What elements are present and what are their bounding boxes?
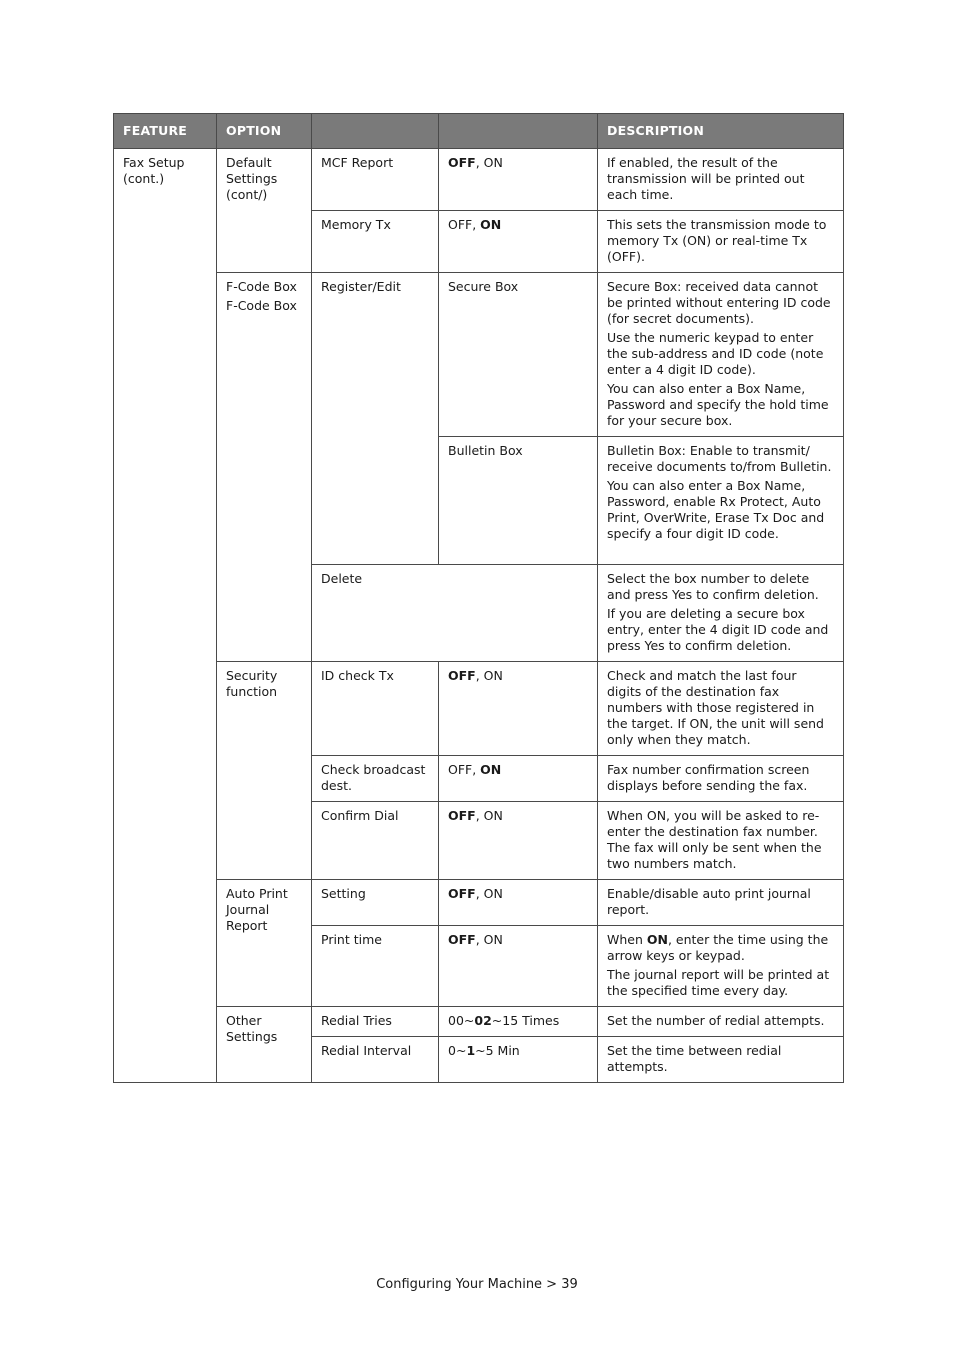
- table-row: [114, 1007, 844, 1037]
- option-cell: Security function: [217, 662, 312, 880]
- option-line: F-Code Box: [226, 279, 297, 294]
- value-text: , ON: [475, 808, 503, 823]
- settings-table: [113, 113, 844, 1083]
- table-header-row: [114, 114, 844, 149]
- setting-description: [598, 926, 844, 1007]
- setting-description: This sets the transmission mode to memory Tx (ON) or real-time Tx (OFF).: [598, 211, 844, 273]
- default-value: 02: [474, 1013, 492, 1028]
- description-paragraph: Bulletin Box: Enable to transmit/ receive documents to/from Bulletin.: [607, 443, 832, 474]
- default-value: OFF: [448, 932, 476, 947]
- value-text: ~15 Times: [491, 1013, 560, 1028]
- option-cell: Default Settings (cont/): [217, 149, 312, 273]
- table-row: [114, 149, 844, 211]
- setting-name: Memory Tx: [312, 211, 439, 273]
- description-emphasis: ON: [646, 932, 668, 947]
- table-row: [114, 662, 844, 756]
- value-text: , ON: [475, 668, 503, 683]
- setting-value: [439, 926, 598, 1007]
- setting-value: Bulletin Box: [439, 437, 598, 565]
- setting-name: Setting: [312, 880, 439, 926]
- option-cell: Other Settings: [217, 1007, 312, 1083]
- setting-name: Check broadcast dest.: [312, 756, 439, 802]
- setting-name: Redial Interval: [312, 1037, 439, 1083]
- setting-value: [439, 149, 598, 211]
- setting-value: [439, 1037, 598, 1083]
- setting-description: Check and match the last four digits of the destination fax numbers with those registered in the target. If ON, the unit will send only when they match.: [598, 662, 844, 756]
- option-cell: Auto Print Journal Report: [217, 880, 312, 1007]
- setting-description: [598, 437, 844, 565]
- setting-value: [439, 756, 598, 802]
- default-value: OFF: [448, 808, 476, 823]
- setting-name: Confirm Dial: [312, 802, 439, 880]
- setting-description: When ON, you will be asked to re-enter the destination fax number. The fax will only be sent when the two numbers match.: [598, 802, 844, 880]
- setting-value: [439, 880, 598, 926]
- default-value: OFF: [448, 155, 476, 170]
- setting-name: Delete: [312, 565, 598, 662]
- value-text: , ON: [475, 886, 503, 901]
- setting-description: Set the time between redial attempts.: [598, 1037, 844, 1083]
- value-text: OFF,: [448, 762, 481, 777]
- default-value: OFF: [448, 886, 476, 901]
- setting-value: Secure Box: [439, 273, 598, 437]
- option-line: F-Code Box: [226, 298, 297, 313]
- description-paragraph: Select the box number to delete and press Yes to confirm deletion.: [607, 571, 819, 602]
- table-row: [114, 273, 844, 437]
- setting-name: Print time: [312, 926, 439, 1007]
- description-paragraph: If you are deleting a secure box entry, enter the 4 digit ID code and press Yes to confirm deletion.: [607, 606, 829, 653]
- description-text: When: [607, 932, 647, 947]
- setting-description: If enabled, the result of the transmission will be printed out each time.: [598, 149, 844, 211]
- description-paragraph: Secure Box: received data cannot be printed without entering ID code (for secret documents).: [607, 279, 831, 326]
- setting-description: Enable/disable auto print journal report.: [598, 880, 844, 926]
- page-footer: Configuring Your Machine > 39: [376, 1277, 578, 1292]
- default-value: ON: [480, 217, 502, 232]
- setting-name: MCF Report: [312, 149, 439, 211]
- setting-description: [598, 273, 844, 437]
- default-value: ON: [480, 762, 502, 777]
- header-blank-2: [439, 114, 598, 149]
- value-text: , ON: [475, 932, 503, 947]
- header-blank-1: [312, 114, 439, 149]
- description-paragraph: [607, 932, 834, 964]
- setting-description: Fax number confirmation screen displays before sending the fax.: [598, 756, 844, 802]
- option-cell: [217, 273, 312, 662]
- setting-name: ID check Tx: [312, 662, 439, 756]
- value-text: , ON: [475, 155, 503, 170]
- description-text: , enter the time using the arrow keys or keypad.: [607, 932, 829, 963]
- default-value: 1: [466, 1043, 476, 1058]
- description-paragraph: The journal report will be printed at the specified time every day.: [607, 967, 830, 998]
- header-option: OPTION: [217, 114, 312, 149]
- description-paragraph: Use the numeric keypad to enter the sub-address and ID code (note enter a 4 digit ID code).: [607, 330, 824, 377]
- description-paragraph: You can also enter a Box Name, Password and specify the hold time for your secure box.: [607, 381, 829, 428]
- table-row: [114, 880, 844, 926]
- value-text: OFF,: [448, 217, 481, 232]
- setting-value: [439, 1007, 598, 1037]
- setting-value: [439, 662, 598, 756]
- setting-value: [439, 211, 598, 273]
- setting-name: Register/Edit: [312, 273, 439, 565]
- value-text: 00~: [448, 1013, 475, 1028]
- setting-value: [439, 802, 598, 880]
- feature-cell: Fax Setup (cont.): [114, 149, 217, 1083]
- setting-name: Redial Tries: [312, 1007, 439, 1037]
- header-feature: FEATURE: [114, 114, 217, 149]
- setting-description: Set the number of redial attempts.: [598, 1007, 844, 1037]
- value-text: ~5 Min: [475, 1043, 520, 1058]
- value-text: 0~: [448, 1043, 467, 1058]
- description-paragraph: You can also enter a Box Name, Password, enable Rx Protect, Auto Print, OverWrite, Erase Tx Doc and specify a four digit ID code.: [607, 478, 825, 541]
- default-value: OFF: [448, 668, 476, 683]
- setting-description: [598, 565, 844, 662]
- header-description: DESCRIPTION: [598, 114, 844, 149]
